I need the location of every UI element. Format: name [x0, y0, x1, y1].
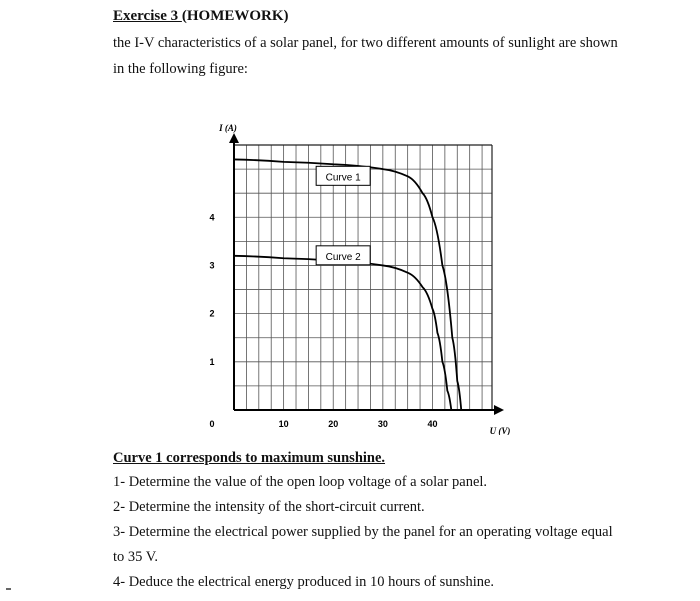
question-4: 4- Deduce the electrical energy produced in 10 hours of sunshine.	[113, 574, 495, 590]
y-axis-arrow	[229, 133, 239, 143]
x-tick-label: 10	[278, 419, 289, 429]
question-2: 2- Determine the intensity of the short-circuit current.	[113, 499, 425, 515]
x-tick-label: 30	[377, 419, 388, 429]
curve-1-line	[234, 159, 461, 410]
intro-line-2: in the following figure:	[113, 61, 248, 77]
y-axis-label: I (A)	[219, 123, 237, 133]
homework-label: (HOMEWORK)	[181, 8, 289, 24]
exercise-number: Exercise 3	[113, 8, 182, 24]
y-tick-label: 1	[209, 356, 215, 367]
question-3: 3- Determine the electrical power supplied by the panel for an operating voltage equal	[113, 524, 613, 540]
curve-2-line	[234, 256, 451, 410]
questions-heading: Curve 1 corresponds to maximum sunshine.	[113, 450, 386, 466]
intro-line-1: the I-V characteristics of a solar panel, for two different amounts of sunlight are shown	[113, 35, 618, 51]
page-edge-mark	[6, 588, 11, 590]
question-3-continued: to 35 V.	[113, 549, 158, 565]
x-tick-label: 20	[328, 419, 339, 429]
curve-2-label: Curve 2	[325, 251, 361, 263]
y-tick-label: 2	[209, 308, 215, 319]
x-axis-label: U (V)	[489, 426, 511, 435]
iv-characteristics-chart	[200, 115, 540, 435]
y-tick-label: 4	[209, 212, 215, 223]
curve-1-label: Curve 1	[325, 172, 361, 184]
y-tick-label: 0	[209, 419, 215, 429]
question-1: 1- Determine the value of the open loop voltage of a solar panel.	[113, 474, 488, 490]
y-tick-label: 3	[209, 260, 215, 271]
x-tick-label: 40	[427, 419, 438, 429]
x-axis-arrow	[494, 405, 504, 415]
exercise-title	[113, 8, 289, 25]
